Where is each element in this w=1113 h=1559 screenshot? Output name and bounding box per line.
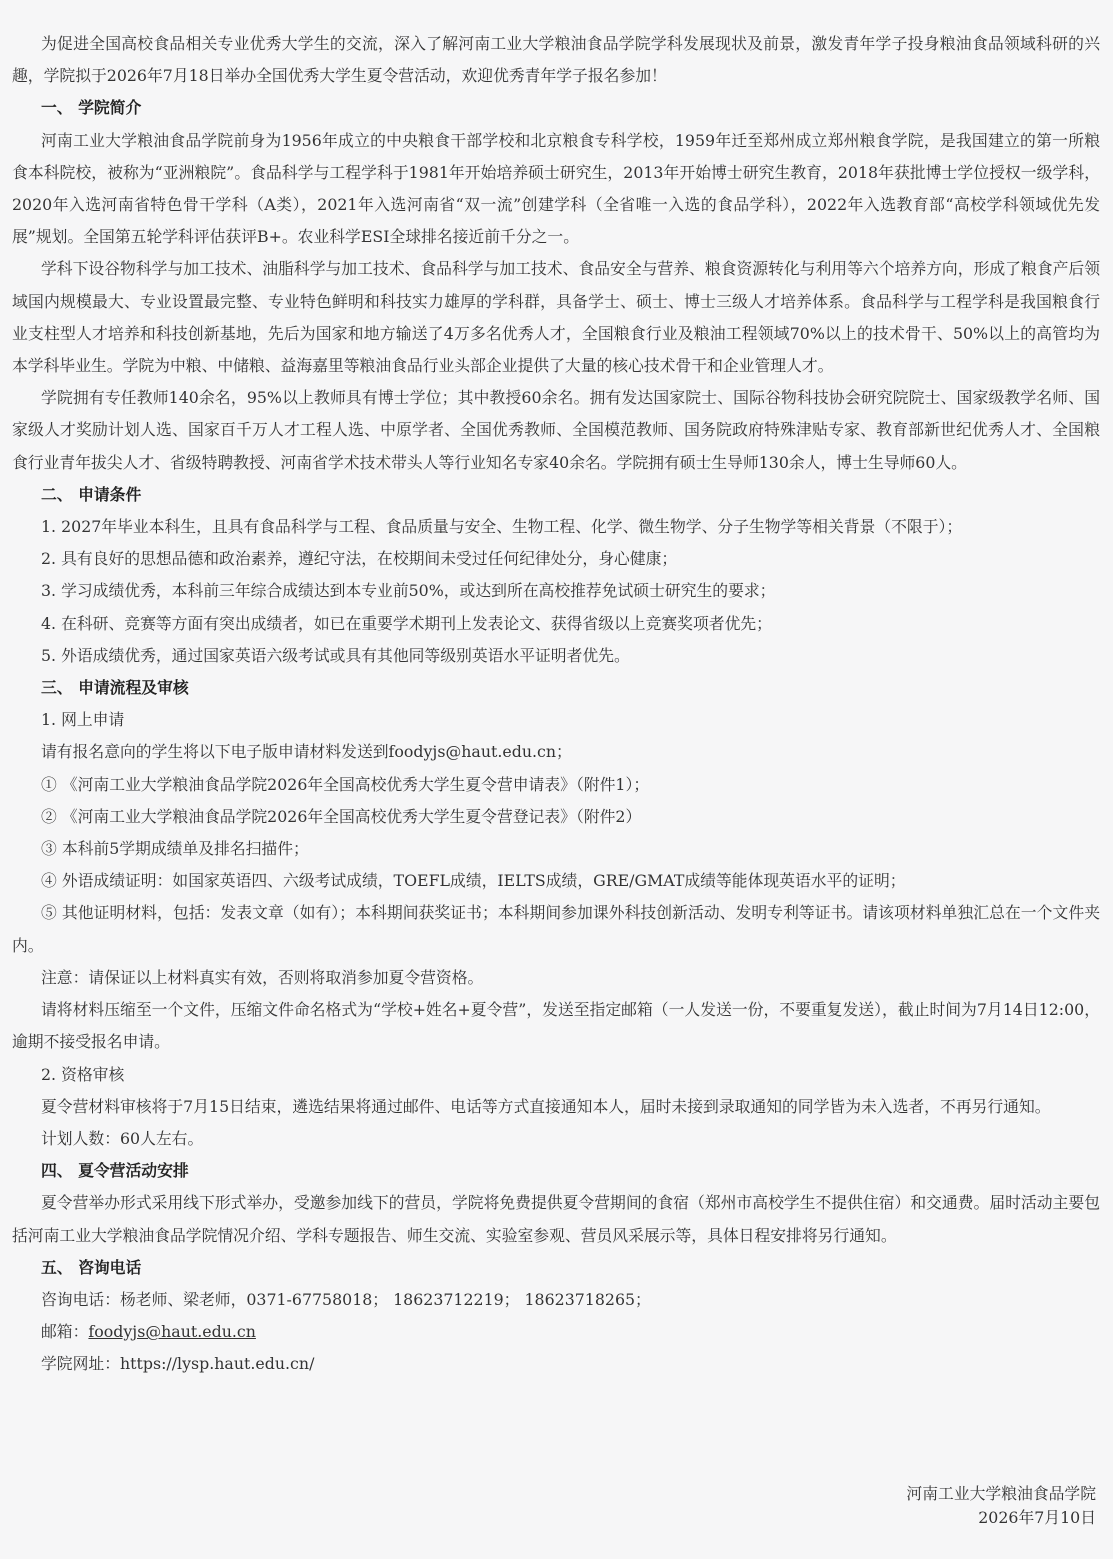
contact-phone: 咨询电话：杨老师、梁老师，0371-67758018； 18623712219； 18623718265； — [41, 1289, 651, 1309]
signature-block — [906, 1482, 1096, 1530]
section-heading-college-intro: 一、 学院简介 — [41, 98, 142, 118]
material-item: ② 《河南工业大学粮油食品学院2026年全国高校优秀大学生夏令营登记表》（附件2） — [41, 806, 642, 826]
activities-paragraph: 夏令营举办形式采用线下形式举办，受邀参加线下的营员，学院将免费提供夏令营期间的食宿（郑州市高校学生不提供住宿）和交通费。届时活动主要包括河南工业大学粮油食品学院情况介绍、学科专题报告、师生交流、实验室参观、营员风采展示等，具体日程安排将另行通知。 — [12, 1193, 1100, 1245]
signature-date: 2026年7月10日 — [978, 1508, 1096, 1527]
requirement-item: 5. 外语成绩优秀，通过国家英语六级考试或具有其他同等级别英语水平证明者优先。 — [41, 645, 630, 665]
subheading-online-application: 1. 网上申请 — [41, 710, 125, 730]
material-item: ⑤ 其他证明材料，包括：发表文章（如有）；本科期间获奖证书；本科期间参加课外科技创新活动、发明专利等证书。请该项材料单独汇总在一个文件夹内。 — [12, 903, 1100, 955]
requirement-item: 1. 2027年毕业本科生，且具有食品科学与工程、食品质量与安全、生物工程、化学、微生物学、分子生物学等相关背景（不限于）； — [41, 517, 963, 537]
compress-instruction: 请将材料压缩至一个文件，压缩文件命名格式为“学校+姓名+夏令营”，发送至指定邮箱（一人发送一份，不要重复发送），截止时间为7月14日12:00，逾期不接受报名申请。 — [12, 1000, 1100, 1052]
contact-email-row — [12, 1316, 1100, 1348]
requirement-item: 3. 学习成绩优秀，本科前三年综合成绩达到本专业前50%，或达到所在高校推荐免试硕士研究生的要求； — [41, 581, 776, 601]
material-item: ③ 本科前5学期成绩单及排名扫描件； — [41, 839, 309, 859]
intro-paragraph: 为促进全国高校食品相关专业优秀大学生的交流，深入了解河南工业大学粮油食品学院学科发展现状及前景，激发青年学子投身粮油食品领域科研的兴趣，学院拟于2026年7月18日举办全国优秀大学生夏令营活动，欢迎优秀青年学子报名参加！ — [12, 34, 1100, 86]
college-website[interactable]: 学院网址：https://lysp.haut.edu.cn/ — [41, 1354, 315, 1374]
subheading-qualification-review: 2. 资格审核 — [41, 1064, 125, 1084]
section-heading-contact: 五、 咨询电话 — [41, 1257, 142, 1277]
review-paragraph: 夏令营材料审核将于7月15日结束，遴选结果将通过邮件、电话等方式直接通知本人，届时未接到录取通知的同学皆为未入选者，不再另行通知。 — [41, 1096, 1051, 1116]
material-item: ① 《河南工业大学粮油食品学院2026年全国高校优秀大学生夏令营申请表》（附件1）； — [41, 774, 650, 794]
signature-org: 河南工业大学粮油食品学院 — [906, 1484, 1096, 1503]
section-heading-activities: 四、 夏令营活动安排 — [41, 1161, 189, 1181]
college-history-paragraph: 河南工业大学粮油食品学院前身为1956年成立的中央粮食干部学校和北京粮食专科学校，1959年迁至郑州成立郑州粮食学院，是我国建立的第一所粮食本科院校，被称为“亚洲粮院”。食品科学与工程学科于1981年开始培养硕士研究生，2013年开始博士研究生教育，2018年获批博士学位授权一级学科，2020年入选河南省特色骨干学科（A类），2021年入选河南省“双一流”创建学科（全省唯一入选的食品学科），2022年入选教育部“高校学科领域优先发展”规划。全国第五轮学科评估获评B+。农业科学ESI全球排名接近前千分之一。 — [12, 130, 1100, 247]
send-instruction: 请有报名意向的学生将以下电子版申请材料发送到foodyjs@haut.edu.cn； — [41, 742, 572, 762]
notice-body — [12, 28, 1100, 1381]
requirement-item: 2. 具有良好的思想品德和政治素养，遵纪守法，在校期间未受过任何纪律处分，身心健康； — [41, 549, 678, 569]
requirement-item: 4. 在科研、竞赛等方面有突出成绩者，如已在重要学术期刊上发表论文、获得省级以上竞赛奖项者优先； — [41, 613, 772, 633]
email-label: 邮箱： — [41, 1322, 89, 1342]
quota-text: 计划人数：60人左右。 — [41, 1128, 204, 1148]
note-text: 注意：请保证以上材料真实有效，否则将取消参加夏令营资格。 — [41, 967, 484, 987]
email-link[interactable]: foodyjs@haut.edu.cn — [88, 1322, 256, 1342]
material-item: ④ 外语成绩证明：如国家英语四、六级考试成绩，TOEFL成绩，IELTS成绩，GRE/GMAT成绩等能体现英语水平的证明； — [41, 871, 906, 891]
discipline-paragraph: 学科下设谷物科学与加工技术、油脂科学与加工技术、食品科学与加工技术、食品安全与营养、粮食资源转化与利用等六个培养方向，形成了粮食产后领域国内规模最大、专业设置最完整、专业特色鲜明和科技实力雄厚的学科群，具备学士、硕士、博士三级人才培养体系。食品科学与工程学科是我国粮食行业支柱型人才培养和科技创新基地，先后为国家和地方输送了4万多名优秀人才，全国粮食行业及粮油工程领域70%以上的技术骨干、50%以上的高管均为本学科毕业生。学院为中粮、中储粮、益海嘉里等粮油食品行业头部企业提供了大量的核心技术骨干和企业管理人才。 — [12, 259, 1100, 376]
faculty-paragraph: 学院拥有专任教师140余名，95%以上教师具有博士学位；其中教授60余名。拥有发达国家院士、国际谷物科技协会研究院院士、国家级教学名师、国家级人才奖励计划人选、国家百千万人才工程人选、中原学者、全国优秀教师、全国模范教师、国务院政府特殊津贴专家、教育部新世纪优秀人才、全国粮食行业青年拔尖人才、省级特聘教授、河南省学术技术带头人等行业知名专家40余名。学院拥有硕士生导师130余人，博士生导师60人。 — [12, 388, 1100, 472]
section-heading-process: 三、 申请流程及审核 — [41, 678, 189, 698]
section-heading-requirements: 二、 申请条件 — [41, 484, 142, 504]
